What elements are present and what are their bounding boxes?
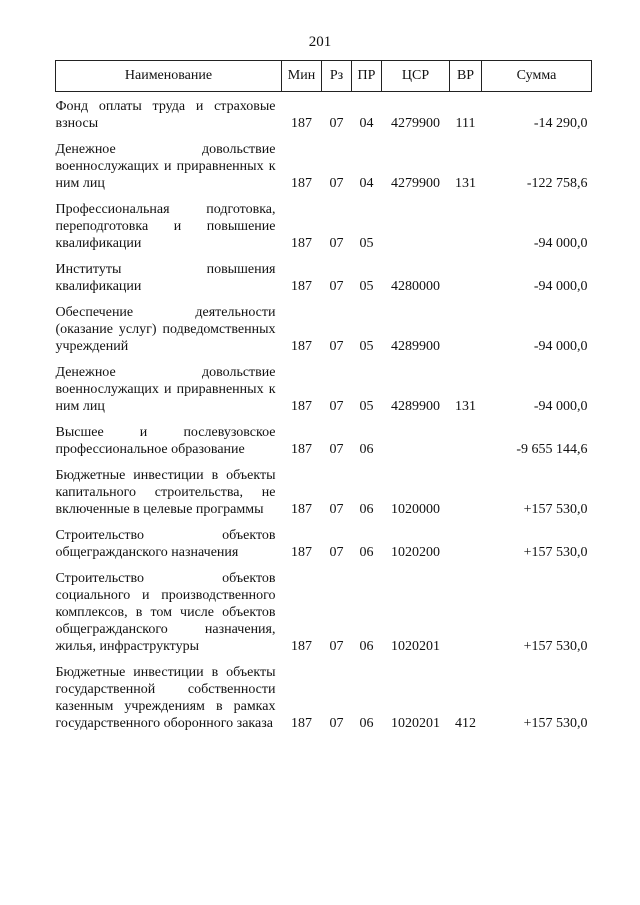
row-sum: +157 530,0	[523, 502, 588, 517]
row-sum: -94 000,0	[533, 399, 588, 414]
table-row	[56, 132, 592, 192]
row-rz: 07	[329, 339, 344, 354]
row-csr: 1020000	[391, 502, 440, 517]
row-name: Фонд оплаты труда и страховые взносы	[55, 99, 276, 131]
row-csr: 1020200	[391, 545, 440, 560]
table-row	[56, 252, 592, 295]
row-rz: 07	[329, 545, 344, 560]
row-pr: 05	[359, 236, 374, 251]
row-sum: -94 000,0	[533, 236, 588, 251]
row-csr: 1020201	[391, 716, 440, 731]
header-vr: ВР	[450, 61, 482, 92]
row-min: 187	[291, 236, 312, 251]
header-pr: ПР	[352, 61, 382, 92]
row-csr: 4279900	[391, 176, 440, 191]
row-min: 187	[291, 545, 312, 560]
row-pr: 05	[359, 339, 374, 354]
row-sum: -9 655 144,6	[516, 442, 588, 457]
row-name: Строительство объектов общегражданского назначения	[55, 528, 276, 560]
row-pr: 06	[359, 716, 374, 731]
row-name: Строительство объектов социального и производственного комплексов, в том числе объектов общегражданского назначения, жилья, инфраструктуры	[55, 571, 276, 654]
row-vr	[450, 192, 482, 252]
row-name: Бюджетные инвестиции в объекты капитального строительства, не включенные в целевые программы	[55, 468, 276, 517]
row-min: 187	[291, 639, 312, 654]
row-vr	[450, 518, 482, 561]
row-csr: 4289900	[391, 339, 440, 354]
row-min: 187	[291, 279, 312, 294]
row-name: Институты повышения квалификации	[55, 262, 276, 294]
row-rz: 07	[329, 442, 344, 457]
row-rz: 07	[329, 639, 344, 654]
row-name: Денежное довольствие военнослужащих и приравненных к ним лиц	[55, 142, 276, 191]
row-csr	[382, 415, 450, 458]
row-vr	[450, 458, 482, 518]
row-pr: 04	[359, 176, 374, 191]
table-header-row	[56, 61, 592, 92]
row-pr: 06	[359, 442, 374, 457]
row-name: Денежное довольствие военнослужащих и приравненных к ним лиц	[55, 365, 276, 414]
row-name: Высшее и послевузовское профессиональное образование	[55, 425, 276, 457]
row-rz: 07	[329, 116, 344, 131]
row-csr	[382, 192, 450, 252]
row-pr: 06	[359, 502, 374, 517]
table-row	[56, 655, 592, 732]
row-rz: 07	[329, 399, 344, 414]
table-row	[56, 518, 592, 561]
row-rz: 07	[329, 502, 344, 517]
row-name: Бюджетные инвестиции в объекты государственной собственности казенным учреждениям в рамках государственного оборонного заказа	[55, 665, 276, 731]
row-rz: 07	[329, 279, 344, 294]
row-vr	[450, 252, 482, 295]
row-pr: 05	[359, 399, 374, 414]
row-min: 187	[291, 399, 312, 414]
row-name: Профессиональная подготовка, переподготовка и повышение квалификации	[55, 202, 276, 251]
row-min: 187	[291, 716, 312, 731]
table-row	[56, 561, 592, 655]
row-sum: +157 530,0	[523, 639, 588, 654]
row-sum: -122 758,6	[526, 176, 588, 191]
row-pr: 05	[359, 279, 374, 294]
row-vr: 131	[455, 176, 476, 191]
row-vr	[450, 561, 482, 655]
row-min: 187	[291, 442, 312, 457]
row-rz: 07	[329, 716, 344, 731]
row-vr: 131	[455, 399, 476, 414]
row-pr: 06	[359, 545, 374, 560]
row-sum: -94 000,0	[533, 279, 588, 294]
row-sum: +157 530,0	[523, 716, 588, 731]
row-sum: +157 530,0	[523, 545, 588, 560]
row-min: 187	[291, 116, 312, 131]
row-csr: 4280000	[391, 279, 440, 294]
row-rz: 07	[329, 176, 344, 191]
table-row	[56, 415, 592, 458]
row-min: 187	[291, 176, 312, 191]
row-pr: 06	[359, 639, 374, 654]
header-min: Мин	[282, 61, 322, 92]
row-vr	[450, 415, 482, 458]
row-csr: 4289900	[391, 399, 440, 414]
row-sum: -94 000,0	[533, 339, 588, 354]
row-sum: -14 290,0	[533, 116, 588, 131]
row-vr	[450, 295, 482, 355]
table-row	[56, 355, 592, 415]
header-sum: Сумма	[482, 61, 592, 92]
budget-table	[55, 60, 592, 732]
table-row	[56, 92, 592, 133]
page-number: 201	[308, 34, 332, 50]
row-vr: 111	[455, 116, 476, 131]
table-row	[56, 295, 592, 355]
row-rz: 07	[329, 236, 344, 251]
table-row	[56, 458, 592, 518]
header-name: Наименование	[56, 61, 282, 92]
row-name: Обеспечение деятельности (оказание услуг) подведомственных учреждений	[55, 305, 276, 354]
row-csr: 1020201	[391, 639, 440, 654]
row-pr: 04	[359, 116, 374, 131]
row-vr: 412	[455, 716, 476, 731]
row-csr: 4279900	[391, 116, 440, 131]
header-rz: Рз	[322, 61, 352, 92]
row-min: 187	[291, 339, 312, 354]
header-csr: ЦСР	[382, 61, 450, 92]
row-min: 187	[291, 502, 312, 517]
table-row	[56, 192, 592, 252]
